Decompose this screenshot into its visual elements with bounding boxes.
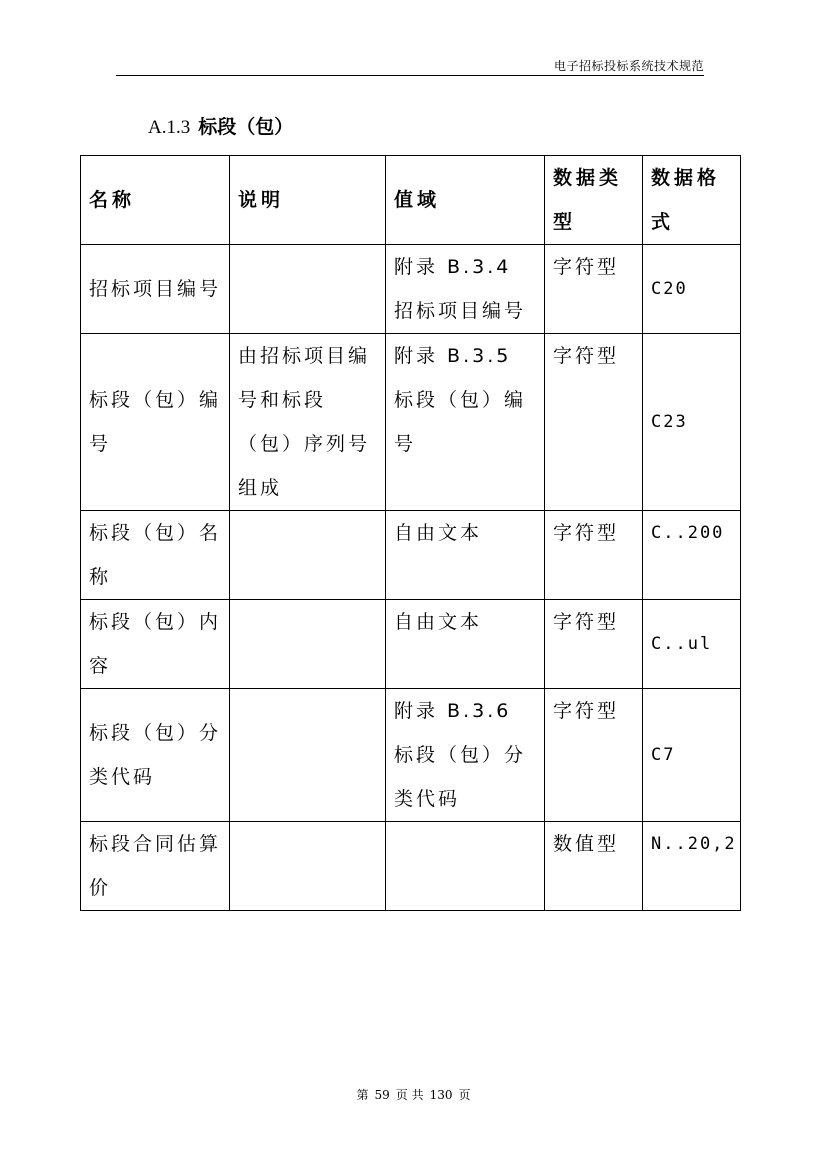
footer-suffix: 页 — [458, 1088, 471, 1102]
cell-description — [230, 245, 386, 334]
column-header-description: 说明 — [230, 156, 386, 245]
running-header-title: 电子招标投标系统技术规范 — [553, 59, 704, 73]
cell-data-format: C23 — [643, 334, 741, 511]
cell-name: 标段（包）内容 — [81, 600, 230, 689]
cell-description: 由招标项目编号和标段（包）序列号组成 — [230, 334, 386, 511]
section-title: 标段（包） — [198, 116, 294, 138]
section-number: A.1.3 — [148, 117, 191, 138]
cell-data-type: 字符型 — [545, 245, 643, 334]
cell-value-domain: 自由文本 — [386, 511, 545, 600]
field-spec-table — [80, 155, 741, 911]
footer-total-pages: 130 — [429, 1088, 453, 1102]
footer-prefix: 第 — [356, 1088, 369, 1102]
cell-name: 标段（包）编号 — [81, 334, 230, 511]
cell-value-domain: 附录 B.3.5 标段（包）编号 — [386, 334, 545, 511]
page-footer — [0, 1086, 827, 1103]
footer-page-number: 59 — [374, 1088, 390, 1102]
table-row — [81, 689, 741, 822]
table-row — [81, 822, 741, 911]
cell-value-domain: 附录 B.3.6 标段（包）分类代码 — [386, 689, 545, 822]
cell-description — [230, 822, 386, 911]
column-header-data-format: 数据格式 — [643, 156, 741, 245]
column-header-data-type: 数据类型 — [545, 156, 643, 245]
table-row — [81, 511, 741, 600]
table-header-row — [81, 156, 741, 245]
header-rule — [116, 75, 704, 76]
cell-description — [230, 511, 386, 600]
column-header-name: 名称 — [81, 156, 230, 245]
cell-data-type: 字符型 — [545, 511, 643, 600]
cell-value-domain: 自由文本 — [386, 600, 545, 689]
cell-data-format: C7 — [643, 689, 741, 822]
section-heading — [148, 112, 293, 139]
cell-value-domain: 附录 B.3.4 招标项目编号 — [386, 245, 545, 334]
cell-data-format: C..ul — [643, 600, 741, 689]
cell-data-format: N..20,2 — [643, 822, 741, 911]
cell-name: 标段（包）名称 — [81, 511, 230, 600]
footer-middle: 页 共 — [395, 1088, 424, 1102]
column-header-value-domain: 值域 — [386, 156, 545, 245]
table-row — [81, 600, 741, 689]
cell-value-domain — [386, 822, 545, 911]
cell-name: 标段（包）分类代码 — [81, 689, 230, 822]
table-row — [81, 334, 741, 511]
cell-data-type: 字符型 — [545, 334, 643, 511]
table-row — [81, 245, 741, 334]
cell-data-format: C20 — [643, 245, 741, 334]
cell-description — [230, 600, 386, 689]
cell-name: 标段合同估算价 — [81, 822, 230, 911]
cell-description — [230, 689, 386, 822]
cell-data-type: 字符型 — [545, 600, 643, 689]
cell-data-type: 字符型 — [545, 689, 643, 822]
cell-data-type: 数值型 — [545, 822, 643, 911]
cell-name: 招标项目编号 — [81, 245, 230, 334]
cell-data-format: C..200 — [643, 511, 741, 600]
